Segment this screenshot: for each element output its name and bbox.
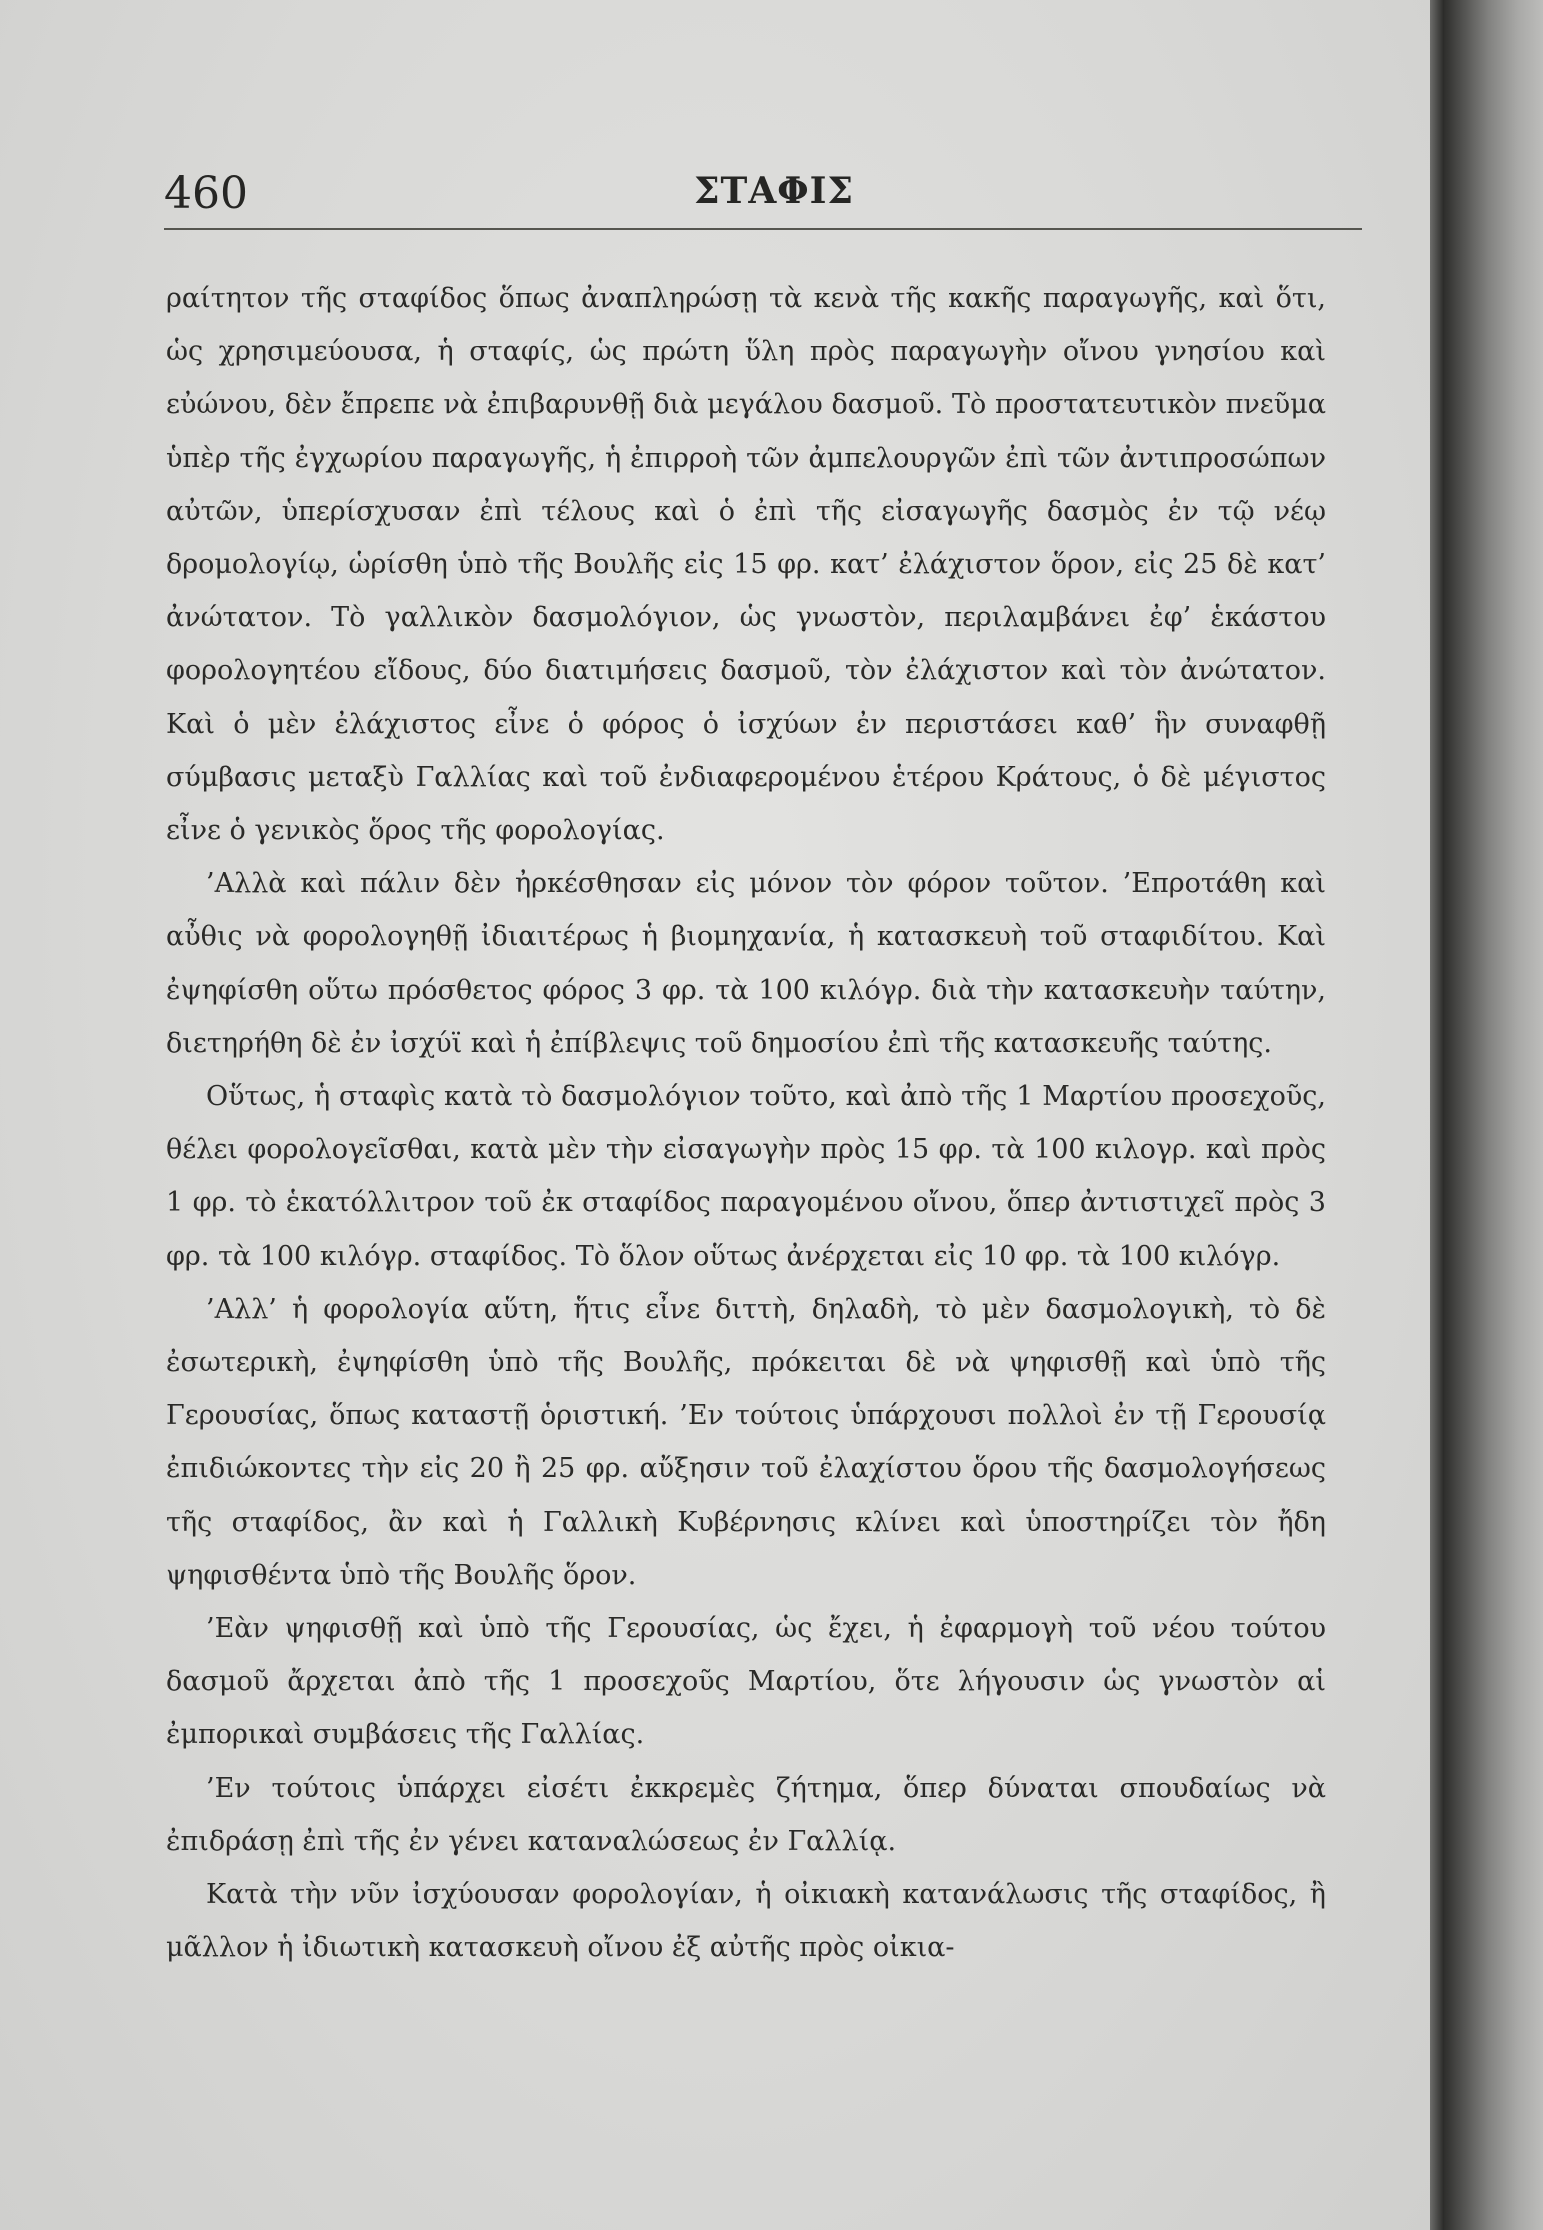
paragraph: ραίτητον τῆς σταφίδος ὅπως ἀναπληρώσῃ τὰ κενὰ τῆς κακῆς παραγωγῆς, καὶ ὅτι, ὡς χρησιμεύουσα, ἡ σταφίς, ὡς πρώτη ὕλη πρὸς παραγωγὴν οἴνου γνησίου καὶ εὐώνου, δὲν ἔπρεπε νὰ ἐπιβαρυνθῇ διὰ μεγάλου δασμοῦ. Τὸ προστατευτικὸν πνεῦμα ὑπὲρ τῆς ἐγχωρίου παραγωγῆς, ἡ ἐπιρροὴ τῶν ἀμπελουργῶν ἐπὶ τῶν ἀντιπροσώπων αὐτῶν, ὑπερίσχυσαν ἐπὶ τέλους καὶ ὁ ἐπὶ τῆς εἰσαγωγῆς δασμὸς ἐν τῷ νέῳ δρομολογίῳ, ὡρίσθη ὑπὸ τῆς Βουλῆς εἰς 15 φρ. κατ’ ἐλάχιστον ὅρον, εἰς 25 δὲ κατ’ ἀνώτατον. Τὸ γαλλικὸν δασμολόγιον, ὡς γνωστὸν, περιλαμβάνει ἐφ’ ἑκάστου φορολογητέου εἴδους, δύο διατιμήσεις δασμοῦ, τὸν ἐλάχιστον καὶ τὸν ἀνώτατον. Καὶ ὁ μὲν ἐλάχιστος εἶνε ὁ φόρος ὁ ἰσχύων ἐν περιστάσει καθ’ ἣν συναφθῇ σύμβασις μεταξὺ Γαλλίας καὶ τοῦ ἐνδιαφερομένου ἑτέρου Κράτους, ὁ δὲ μέγιστος εἶνε ὁ γενικὸς ὅρος τῆς φορολογίας. [166, 283, 1326, 847]
page-number: 460 [164, 168, 248, 219]
header-rule [164, 228, 1362, 230]
book-gutter-shadow [1430, 0, 1444, 2230]
paragraph: Οὕτως, ἡ σταφὶς κατὰ τὸ δασμολόγιον τοῦτο, καὶ ἀπὸ τῆς 1 Μαρτίου προσεχοῦς, θέλει φορολογεῖσθαι, κατὰ μὲν τὴν εἰσαγωγὴν πρὸς 15 φρ. τὰ 100 κιλογρ. καὶ πρὸς 1 φρ. τὸ ἑκατόλλιτρον τοῦ ἐκ σταφίδος παραγομένου οἴνου, ὅπερ ἀντιστιχεῖ πρὸς 3 φρ. τὰ 100 κιλόγρ. σταφίδος. Τὸ ὅλον οὕτως ἀνέρχεται εἰς 10 φρ. τὰ 100 κιλόγρ. [166, 1081, 1326, 1272]
paragraph: Κατὰ τὴν νῦν ἰσχύουσαν φορολογίαν, ἡ οἰκιακὴ κατανάλωσις τῆς σταφίδος, ἢ μᾶλλον ἡ ἰδιωτικὴ κατασκευὴ οἴνου ἐξ αὐτῆς πρὸς οἰκια- [166, 1879, 1326, 1964]
body-text [166, 272, 1326, 1975]
running-head: ΣΤΑΦΙΣ [694, 170, 854, 212]
paragraph: ’Εὰν ψηφισθῇ καὶ ὑπὸ τῆς Γερουσίας, ὡς ἔχει, ἡ ἐφαρμογὴ τοῦ νέου τούτου δασμοῦ ἄρχεται ἀπὸ τῆς 1 προσεχοῦς Μαρτίου, ὅτε λήγουσιν ὡς γνωστὸν αἱ ἐμπορικαὶ συμβάσεις τῆς Γαλλίας. [166, 1613, 1326, 1751]
paragraph: ’Εν τούτοις ὑπάρχει εἰσέτι ἐκκρεμὲς ζήτημα, ὅπερ δύναται σπουδαίως νὰ ἐπιδράσῃ ἐπὶ τῆς ἐν γένει καταναλώσεως ἐν Γαλλίᾳ. [166, 1772, 1326, 1857]
paragraph: ’Αλλ’ ἡ φορολογία αὕτη, ἥτις εἶνε διττὴ, δηλαδὴ, τὸ μὲν δασμολογικὴ, τὸ δὲ ἐσωτερικὴ, ἐψηφίσθη ὑπὸ τῆς Βουλῆς, πρόκειται δὲ νὰ ψηφισθῇ καὶ ὑπὸ τῆς Γερουσίας, ὅπως καταστῇ ὁριστική. ’Εν τούτοις ὑπάρχουσι πολλοὶ ἐν τῇ Γερουσίᾳ ἐπιδιώκοντες τὴν εἰς 20 ἢ 25 φρ. αὔξησιν τοῦ ἐλαχίστου ὅρου τῆς δασμολογήσεως τῆς σταφίδος, ἂν καὶ ἡ Γαλλικὴ Κυβέρνησις κλίνει καὶ ὑποστηρίζει τὸν ἤδη ψηφισθέντα ὑπὸ τῆς Βουλῆς ὅρον. [166, 1293, 1326, 1591]
book-gutter-edge [1444, 0, 1543, 2230]
paragraph: ’Αλλὰ καὶ πάλιν δὲν ἠρκέσθησαν εἰς μόνον τὸν φόρον τοῦτον. ’Επροτάθη καὶ αὖθις νὰ φορολογηθῇ ἰδιαιτέρως ἡ βιομηχανία, ἡ κατασκευὴ τοῦ σταφιδίτου. Καὶ ἐψηφίσθη οὕτω πρόσθετος φόρος 3 φρ. τὰ 100 κιλόγρ. διὰ τὴν κατασκευὴν ταύτην, διετηρήθη δὲ ἐν ἰσχύϊ καὶ ἡ ἐπίβλεψις τοῦ δημοσίου ἐπὶ τῆς κατασκευῆς ταύτης. [166, 868, 1326, 1059]
page-header [164, 168, 1324, 228]
